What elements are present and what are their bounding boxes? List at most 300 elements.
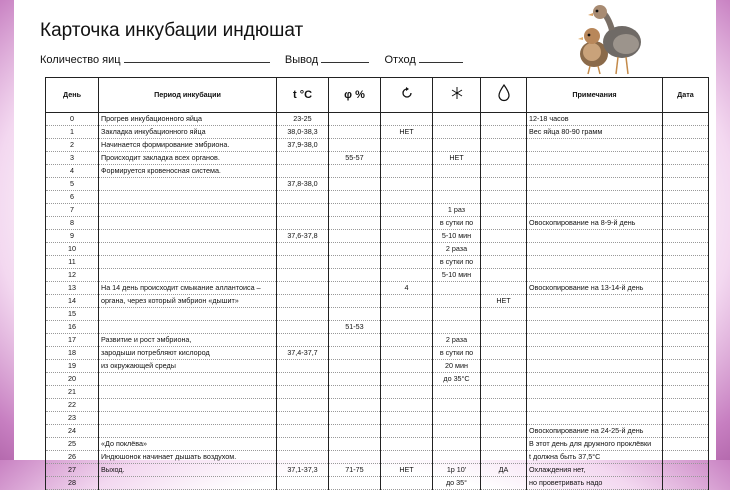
cell-turn (381, 217, 433, 230)
cell-period (99, 399, 277, 412)
cell-cool (433, 178, 481, 191)
cell-turn (381, 191, 433, 204)
cell-temp: 37,1-37,3 (277, 464, 329, 477)
page-title: Карточка инкубации индюшат (40, 20, 304, 41)
cell-humidity: 55-57 (329, 152, 381, 165)
header-notes: Примечания (527, 78, 663, 113)
cell-temp (277, 282, 329, 295)
cell-notes (527, 269, 663, 282)
incubation-table (45, 77, 709, 490)
cell-turn (381, 230, 433, 243)
cell-date[interactable] (663, 139, 709, 152)
cell-period (99, 191, 277, 204)
cell-day: 20 (46, 373, 99, 386)
cell-turn (381, 152, 433, 165)
cell-humidity (329, 243, 381, 256)
cell-temp (277, 295, 329, 308)
cell-humidity (329, 438, 381, 451)
cell-date[interactable] (663, 399, 709, 412)
header-fields (40, 52, 463, 66)
cell-notes: 12-18 часов (527, 113, 663, 126)
cell-humidity (329, 295, 381, 308)
cell-cool (433, 191, 481, 204)
cell-notes: t должна быть 37,5°C (527, 451, 663, 464)
cell-date[interactable] (663, 165, 709, 178)
cell-day: 16 (46, 321, 99, 334)
cell-period (99, 412, 277, 425)
table-row (46, 178, 709, 191)
cell-turn (381, 373, 433, 386)
cell-water (481, 217, 527, 230)
cell-date[interactable] (663, 282, 709, 295)
cell-period: На 14 день происходит смыкание аллантоиса – (99, 282, 277, 295)
cell-temp: 37,4-37,7 (277, 347, 329, 360)
cell-humidity (329, 386, 381, 399)
cell-day: 15 (46, 308, 99, 321)
cell-temp: 37,6-37,8 (277, 230, 329, 243)
cell-water (481, 204, 527, 217)
cell-day: 13 (46, 282, 99, 295)
cell-temp (277, 360, 329, 373)
cell-humidity (329, 113, 381, 126)
cell-temp (277, 477, 329, 490)
cell-notes (527, 399, 663, 412)
cell-period: Прогрев инкубационного яйца (99, 113, 277, 126)
water-drop-icon (497, 84, 511, 102)
cell-day: 14 (46, 295, 99, 308)
cell-period: органа, через который эмбрион «дышит» (99, 295, 277, 308)
cell-notes (527, 308, 663, 321)
cell-turn (381, 438, 433, 451)
cell-period (99, 308, 277, 321)
cell-water (481, 438, 527, 451)
table-row (46, 256, 709, 269)
cell-date[interactable] (663, 113, 709, 126)
table-row (46, 295, 709, 308)
cell-period (99, 256, 277, 269)
cell-cool (433, 113, 481, 126)
cell-humidity (329, 256, 381, 269)
cell-water (481, 243, 527, 256)
cell-turn: НЕТ (381, 464, 433, 477)
cell-date[interactable] (663, 178, 709, 191)
cell-period (99, 477, 277, 490)
cell-turn (381, 347, 433, 360)
cell-temp (277, 152, 329, 165)
cell-temp (277, 425, 329, 438)
waste-blank[interactable] (419, 52, 463, 63)
table-row (46, 438, 709, 451)
cell-water (481, 347, 527, 360)
header-cooling (433, 78, 481, 113)
cell-date[interactable] (663, 321, 709, 334)
hatch-blank[interactable] (321, 52, 369, 63)
cell-water (481, 425, 527, 438)
cell-period (99, 243, 277, 256)
cell-period (99, 386, 277, 399)
cell-date[interactable] (663, 464, 709, 477)
cell-temp (277, 191, 329, 204)
cell-date[interactable] (663, 386, 709, 399)
cell-cool (433, 321, 481, 334)
cell-date[interactable] (663, 295, 709, 308)
cell-day: 9 (46, 230, 99, 243)
cell-water (481, 126, 527, 139)
table-row (46, 230, 709, 243)
cell-day: 26 (46, 451, 99, 464)
cell-notes: Вес яйца 80-90 грамм (527, 126, 663, 139)
cell-notes: Овоскопирование на 24-25-й день (527, 425, 663, 438)
cell-humidity (329, 399, 381, 412)
cell-humidity (329, 425, 381, 438)
cell-humidity (329, 347, 381, 360)
cell-notes: Овоскопирование на 13-14-й день (527, 282, 663, 295)
cell-date[interactable] (663, 451, 709, 464)
cell-cool: 1 раз (433, 204, 481, 217)
cell-cool: в сутки по (433, 347, 481, 360)
table-row (46, 269, 709, 282)
cell-date[interactable] (663, 269, 709, 282)
table-row (46, 477, 709, 490)
cell-turn (381, 243, 433, 256)
cell-day: 0 (46, 113, 99, 126)
cell-cool (433, 451, 481, 464)
cell-date[interactable] (663, 438, 709, 451)
cell-temp: 37,9-38,0 (277, 139, 329, 152)
table-row (46, 126, 709, 139)
cell-humidity (329, 178, 381, 191)
cell-water (481, 178, 527, 191)
cell-notes: Овоскопирование на 8-9-й день (527, 217, 663, 230)
cell-period: Закладка инкубационного яйца (99, 126, 277, 139)
cell-notes (527, 334, 663, 347)
cell-temp (277, 269, 329, 282)
table-row (46, 217, 709, 230)
cell-turn (381, 477, 433, 490)
table-row (46, 282, 709, 295)
cell-humidity (329, 373, 381, 386)
cell-humidity (329, 360, 381, 373)
header-row (46, 78, 709, 113)
cell-period (99, 373, 277, 386)
table-row (46, 412, 709, 425)
cell-period: зародыши потребляют кислород (99, 347, 277, 360)
table-row (46, 139, 709, 152)
cell-water (481, 386, 527, 399)
cell-cool: до 35° (433, 477, 481, 490)
cell-water (481, 191, 527, 204)
cell-temp (277, 373, 329, 386)
cell-turn (381, 308, 433, 321)
cell-date[interactable] (663, 230, 709, 243)
cell-water (481, 282, 527, 295)
snowflake-icon (450, 86, 464, 100)
cell-water (481, 321, 527, 334)
cell-notes (527, 347, 663, 360)
cell-temp (277, 308, 329, 321)
cell-period (99, 230, 277, 243)
cell-date[interactable] (663, 373, 709, 386)
cell-turn (381, 386, 433, 399)
cell-water (481, 451, 527, 464)
cell-day: 3 (46, 152, 99, 165)
cell-day: 6 (46, 191, 99, 204)
cell-temp: 23-25 (277, 113, 329, 126)
cell-notes (527, 204, 663, 217)
table-row (46, 373, 709, 386)
cell-cool: 5-10 мин (433, 230, 481, 243)
cell-water (481, 269, 527, 282)
cell-period (99, 204, 277, 217)
cell-notes: но проветривать надо (527, 477, 663, 490)
hatch-label: Вывод (284, 54, 319, 66)
cell-turn (381, 334, 433, 347)
cell-notes (527, 178, 663, 191)
cell-turn (381, 256, 433, 269)
cell-date[interactable] (663, 477, 709, 490)
cell-water (481, 139, 527, 152)
table-row (46, 243, 709, 256)
cell-water (481, 477, 527, 490)
cell-temp (277, 321, 329, 334)
cell-period: из окружающей среды (99, 360, 277, 373)
cell-humidity (329, 217, 381, 230)
cell-notes (527, 243, 663, 256)
header-turn (381, 78, 433, 113)
cell-day: 5 (46, 178, 99, 191)
cell-day: 7 (46, 204, 99, 217)
cell-turn (381, 412, 433, 425)
cell-humidity (329, 204, 381, 217)
cell-date[interactable] (663, 412, 709, 425)
table-row (46, 204, 709, 217)
table-row (46, 347, 709, 360)
table-row (46, 165, 709, 178)
cell-notes (527, 191, 663, 204)
cell-notes (527, 295, 663, 308)
cell-cool (433, 126, 481, 139)
cell-humidity (329, 139, 381, 152)
table-row (46, 308, 709, 321)
cell-turn (381, 113, 433, 126)
cell-period (99, 425, 277, 438)
cell-period: Происходит закладка всех органов. (99, 152, 277, 165)
cell-temp (277, 399, 329, 412)
cell-day: 12 (46, 269, 99, 282)
cell-notes (527, 139, 663, 152)
cell-humidity (329, 269, 381, 282)
cell-notes (527, 412, 663, 425)
cell-day: 17 (46, 334, 99, 347)
cell-temp (277, 165, 329, 178)
cell-temp (277, 256, 329, 269)
table-row (46, 399, 709, 412)
cell-date[interactable] (663, 256, 709, 269)
table-row (46, 360, 709, 373)
cell-cool: 1р 10' (433, 464, 481, 477)
cell-day: 28 (46, 477, 99, 490)
table-row (46, 451, 709, 464)
cell-turn (381, 425, 433, 438)
cell-day: 19 (46, 360, 99, 373)
cell-water (481, 412, 527, 425)
cell-turn (381, 451, 433, 464)
cell-humidity (329, 334, 381, 347)
cell-cool: 5-10 мин (433, 269, 481, 282)
cell-cool (433, 282, 481, 295)
cell-day: 4 (46, 165, 99, 178)
cell-cool: в сутки по (433, 217, 481, 230)
cell-cool: 2 раза (433, 334, 481, 347)
cell-cool (433, 386, 481, 399)
cell-turn (381, 399, 433, 412)
cell-notes: Охлаждения нет, (527, 464, 663, 477)
cell-temp (277, 334, 329, 347)
cell-notes (527, 321, 663, 334)
cell-cool: 20 мин (433, 360, 481, 373)
turkey-chicks-image (572, 2, 652, 78)
cell-date[interactable] (663, 152, 709, 165)
header-temp: t °C (277, 78, 329, 113)
cell-temp: 37,8-38,0 (277, 178, 329, 191)
cell-day: 1 (46, 126, 99, 139)
rotate-icon (400, 86, 414, 100)
cell-date[interactable] (663, 334, 709, 347)
cell-notes (527, 360, 663, 373)
table-row (46, 321, 709, 334)
cell-turn (381, 321, 433, 334)
cell-date[interactable] (663, 347, 709, 360)
cell-humidity (329, 230, 381, 243)
cell-date[interactable] (663, 243, 709, 256)
cell-day: 25 (46, 438, 99, 451)
cell-cool (433, 308, 481, 321)
cell-water (481, 230, 527, 243)
cell-period: Формируется кровеносная система. (99, 165, 277, 178)
cell-temp (277, 386, 329, 399)
cell-turn: 4 (381, 282, 433, 295)
cell-period: Развитие и рост эмбриона, (99, 334, 277, 347)
cell-humidity (329, 308, 381, 321)
cell-humidity (329, 126, 381, 139)
cell-day: 10 (46, 243, 99, 256)
cell-day: 22 (46, 399, 99, 412)
cell-humidity: 71-75 (329, 464, 381, 477)
cell-water (481, 360, 527, 373)
cell-cool: в сутки по (433, 256, 481, 269)
cell-temp (277, 204, 329, 217)
cell-date[interactable] (663, 204, 709, 217)
cell-date[interactable] (663, 217, 709, 230)
cell-date[interactable] (663, 126, 709, 139)
cell-notes: В этот день для дружного проклёвки (527, 438, 663, 451)
cell-period: «До поклёва» (99, 438, 277, 451)
cell-humidity (329, 412, 381, 425)
cell-cool: НЕТ (433, 152, 481, 165)
cell-water (481, 308, 527, 321)
cell-period (99, 321, 277, 334)
cell-notes (527, 152, 663, 165)
cell-temp: 38,0-38,3 (277, 126, 329, 139)
cell-humidity: 51-53 (329, 321, 381, 334)
cell-turn: НЕТ (381, 126, 433, 139)
cell-humidity (329, 165, 381, 178)
cell-water (481, 334, 527, 347)
cell-cool (433, 165, 481, 178)
cell-notes (527, 230, 663, 243)
cell-cool: 2 раза (433, 243, 481, 256)
table-row (46, 464, 709, 477)
cell-date[interactable] (663, 191, 709, 204)
cell-temp (277, 217, 329, 230)
cell-temp (277, 451, 329, 464)
header-humidity: φ % (329, 78, 381, 113)
cell-period (99, 178, 277, 191)
cell-water (481, 152, 527, 165)
cell-cool (433, 438, 481, 451)
table-row (46, 334, 709, 347)
header-water (481, 78, 527, 113)
cell-date[interactable] (663, 425, 709, 438)
cell-humidity (329, 477, 381, 490)
header-date: Дата (663, 78, 709, 113)
cell-water (481, 113, 527, 126)
header-day: День (46, 78, 99, 113)
table-row (46, 113, 709, 126)
cell-cool (433, 295, 481, 308)
cell-period: Выход. (99, 464, 277, 477)
cell-water: НЕТ (481, 295, 527, 308)
cell-day: 24 (46, 425, 99, 438)
cell-turn (381, 139, 433, 152)
table-row (46, 386, 709, 399)
cell-date[interactable] (663, 308, 709, 321)
eggs-blank[interactable] (124, 52, 270, 63)
cell-date[interactable] (663, 360, 709, 373)
cell-turn (381, 360, 433, 373)
cell-turn (381, 178, 433, 191)
cell-temp (277, 243, 329, 256)
cell-day: 21 (46, 386, 99, 399)
cell-temp (277, 412, 329, 425)
cell-day: 8 (46, 217, 99, 230)
cell-day: 2 (46, 139, 99, 152)
cell-humidity (329, 191, 381, 204)
cell-notes (527, 256, 663, 269)
cell-notes (527, 165, 663, 178)
table-row (46, 152, 709, 165)
cell-turn (381, 295, 433, 308)
cell-turn (381, 204, 433, 217)
table-row (46, 191, 709, 204)
cell-humidity (329, 451, 381, 464)
eggs-label: Количество яиц (40, 54, 121, 66)
cell-cool (433, 139, 481, 152)
cell-period (99, 269, 277, 282)
cell-turn (381, 165, 433, 178)
cell-cool: до 35°C (433, 373, 481, 386)
cell-water (481, 165, 527, 178)
cell-day: 18 (46, 347, 99, 360)
cell-water: ДА (481, 464, 527, 477)
cell-temp (277, 438, 329, 451)
cell-humidity (329, 282, 381, 295)
cell-period: Начинается формирование эмбриона. (99, 139, 277, 152)
cell-notes (527, 373, 663, 386)
cell-notes (527, 386, 663, 399)
cell-day: 23 (46, 412, 99, 425)
cell-period: Индюшонок начинает дышать воздухом. (99, 451, 277, 464)
